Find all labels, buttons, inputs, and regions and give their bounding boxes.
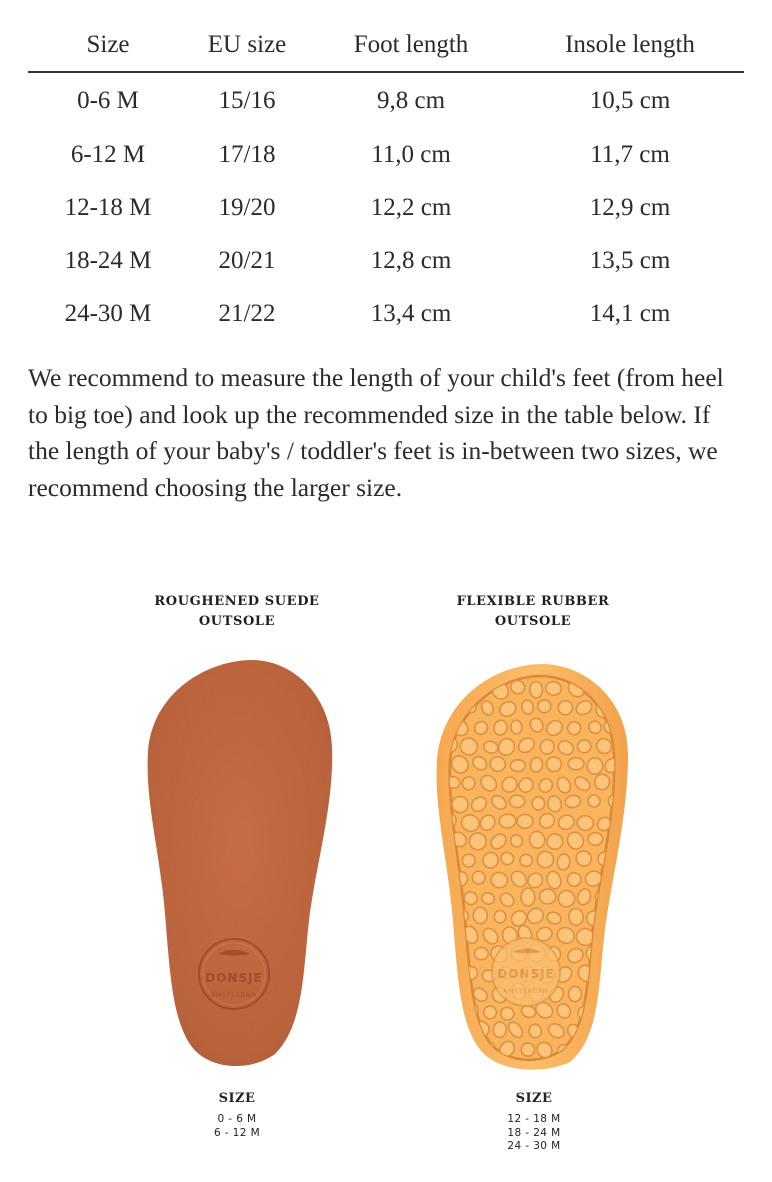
tread-pebble	[587, 758, 603, 775]
tread-pebble	[510, 720, 522, 735]
tread-pebble	[614, 887, 632, 906]
tread-pebble	[546, 756, 562, 772]
cell-eu-size: 19/20	[218, 193, 276, 221]
tread-pebble	[603, 1062, 622, 1072]
tread-pebble	[601, 981, 623, 1001]
tread-pebble	[611, 965, 630, 980]
suede-logo-city: AMSTERDAM	[211, 992, 257, 999]
tread-pebble	[432, 1004, 439, 1021]
table-row	[28, 128, 744, 181]
cell-insole-length: 10,5 cm	[589, 86, 671, 114]
cell-insole-length: 13,5 cm	[589, 246, 671, 274]
tread-pebble	[624, 835, 632, 851]
cell-eu-size: 20/21	[218, 246, 276, 274]
cell-insole-length: 14,1 cm	[589, 299, 671, 327]
tread-pebble	[614, 1043, 629, 1059]
tread-pebble	[630, 889, 632, 907]
tread-pebble	[624, 985, 632, 1003]
tread-pebble	[568, 986, 581, 1001]
cell-eu-size: 17/18	[218, 140, 276, 168]
tread-pebble	[432, 850, 440, 869]
cell-size: 0-6 M	[77, 86, 139, 114]
tread-pebble	[539, 888, 556, 904]
suede-size-caption	[137, 1090, 337, 1140]
table-row	[28, 234, 744, 287]
header-size: Size	[28, 18, 188, 72]
tread-pebble	[611, 926, 632, 947]
tread-pebble	[432, 661, 441, 679]
suede-size-item: 6 - 12 M	[213, 1126, 261, 1139]
cell-size: 24-30 M	[64, 299, 152, 327]
cell-size: 6-12 M	[70, 140, 146, 168]
tread-pebble	[470, 1060, 488, 1072]
tread-pebble	[614, 662, 632, 680]
tread-pebble	[591, 1038, 614, 1060]
cell-foot-length: 9,8 cm	[376, 86, 446, 114]
cell-insole-length: 12,9 cm	[589, 193, 671, 221]
header-insole-length: Insole length	[516, 18, 744, 72]
tread-pebble	[435, 1024, 453, 1040]
tread-pebble	[623, 684, 632, 697]
suede-sole-shape	[148, 660, 333, 1066]
cell-eu-size: 21/22	[218, 299, 276, 327]
tread-pebble	[493, 910, 506, 924]
tread-pebble	[509, 795, 524, 807]
tread-pebble	[474, 947, 488, 959]
rubber-size-item: 18 - 24 M	[507, 1126, 561, 1139]
tread-pebble	[623, 946, 632, 966]
tread-pebble	[451, 1060, 472, 1072]
tread-pebble	[603, 946, 621, 966]
rubber-title-line2: OUTSOLE	[494, 614, 572, 629]
tread-pebble	[584, 1064, 599, 1072]
tread-pebble	[629, 660, 632, 678]
suede-logo-brand: DONSJE	[205, 971, 263, 985]
cell-insole-length: 11,7 cm	[590, 140, 670, 168]
tread-pebble	[528, 1024, 542, 1039]
suede-size-item: 0 - 6 M	[217, 1113, 257, 1125]
tread-pebble	[440, 660, 463, 679]
rubber-size-caption	[434, 1090, 634, 1154]
cell-foot-length: 13,4 cm	[370, 299, 452, 327]
rubber-logo-brand: DONSJE	[497, 967, 555, 981]
tread-pebble	[629, 964, 632, 985]
table-row	[28, 181, 744, 234]
cell-foot-length: 12,2 cm	[370, 193, 452, 221]
tread-pebble	[453, 1024, 468, 1040]
tread-pebble	[623, 1058, 632, 1072]
tread-pebble	[529, 681, 543, 698]
tread-pebble	[432, 980, 451, 1003]
tread-pebble	[459, 661, 478, 680]
tread-pebble	[519, 854, 532, 867]
tread-pebble	[631, 1003, 632, 1018]
tread-pebble	[432, 699, 439, 714]
cell-size: 12-18 M	[64, 193, 152, 221]
suede-outsole-title	[107, 592, 367, 632]
recommendation-text: We recommend to measure the length of your child's feet (from heel to big toe) and look up the recommended size in the table below. If the length of your baby's / toddler's feet is in-between two sizes, we recommend choosing the larger size.	[28, 363, 724, 502]
tread-pebble	[631, 812, 632, 830]
cell-eu-size: 15/16	[218, 86, 276, 114]
tread-pebble	[605, 912, 620, 925]
cell-foot-length: 11,0 cm	[371, 140, 451, 168]
header-eu-size: EU size	[188, 18, 306, 72]
suede-title-line2: OUTSOLE	[198, 614, 276, 629]
tread-pebble	[493, 1021, 508, 1038]
tread-pebble	[532, 796, 546, 810]
cell-size: 18-24 M	[64, 246, 152, 274]
tread-pebble	[517, 814, 533, 828]
tread-pebble	[432, 1045, 439, 1058]
tread-pebble	[510, 760, 525, 772]
tread-pebble	[631, 928, 632, 944]
cell-foot-length: 12,8 cm	[370, 246, 452, 274]
suede-sole-image	[140, 652, 340, 1072]
tread-pebble	[623, 907, 632, 923]
tread-pebble	[620, 867, 632, 887]
tread-pebble	[432, 1061, 447, 1072]
tread-pebble	[615, 1003, 630, 1018]
tread-pebble	[435, 873, 449, 889]
size-table	[28, 18, 744, 340]
tread-pebble	[606, 1023, 620, 1040]
tread-pebble	[499, 813, 517, 828]
rubber-outsole-title	[403, 592, 663, 632]
tread-pebble	[433, 911, 451, 927]
table-header-row	[28, 18, 744, 72]
tread-pebble	[473, 907, 488, 924]
rubber-logo-city: AMSTERDAM	[503, 988, 549, 995]
tread-pebble	[432, 889, 441, 908]
tread-pebble	[521, 888, 535, 906]
tread-pebble	[568, 758, 584, 770]
header-foot-length: Foot length	[306, 18, 516, 72]
tread-pebble	[588, 832, 603, 845]
table-row	[28, 287, 744, 340]
tread-pebble	[435, 948, 450, 964]
tread-pebble	[595, 660, 614, 680]
tread-pebble	[623, 1024, 632, 1039]
tread-pebble	[537, 700, 551, 713]
rubber-size-item: 24 - 30 M	[507, 1140, 561, 1152]
tread-pebble	[432, 962, 442, 982]
rubber-size-item: 12 - 18 M	[507, 1113, 561, 1125]
tread-pebble	[443, 1043, 457, 1060]
tread-pebble	[433, 678, 453, 698]
rubber-title-line1: FLEXIBLE RUBBER	[456, 594, 610, 609]
tread-pebble	[432, 928, 437, 942]
rubber-size-title: SIZE	[515, 1091, 553, 1106]
table-row	[28, 72, 744, 128]
suede-title-line1: ROUGHENED SUEDE	[154, 594, 320, 609]
tread-pebble	[577, 815, 594, 831]
rubber-logo-stamp	[492, 938, 560, 1006]
tread-pebble	[444, 1001, 461, 1019]
suede-size-title: SIZE	[218, 1091, 256, 1106]
rubber-sole-image	[432, 660, 632, 1072]
